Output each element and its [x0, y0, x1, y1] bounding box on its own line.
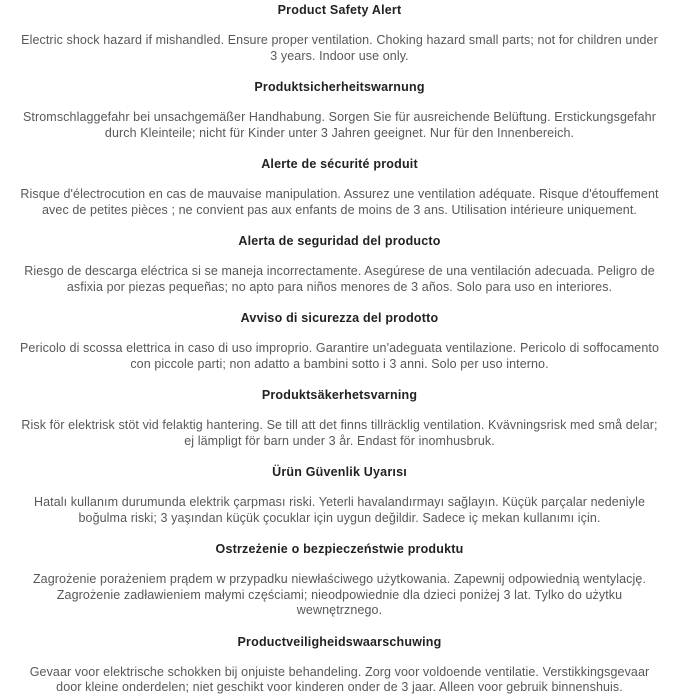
- safety-section: [6, 79, 673, 141]
- safety-section: [6, 634, 673, 696]
- section-body: Electric shock hazard if mishandled. Ensure proper ventilation. Choking hazard small parts; not for children under 3 years. Indoor use only.: [21, 33, 658, 63]
- section-heading: Product Safety Alert: [277, 3, 402, 17]
- safety-section: [6, 541, 673, 619]
- safety-section: [6, 156, 673, 218]
- section-body: Riesgo de descarga eléctrica si se maneja incorrectamente. Asegúrese de una ventilación adecuada. Peligro de asfixia por piezas pequeñas; no apto para niños menores de 3 años. Solo para uso en interiores.: [24, 264, 655, 294]
- section-heading: Avviso di sicurezza del prodotto: [240, 311, 439, 325]
- section-body: Zagrożenie porażeniem prądem w przypadku niewłaściwego użytkowania. Zapewnij odpowiednią wentylację. Zagrożenie zadławieniem małymi częściami; nieodpowiednie dla dzieci poniżej 3 lat. Tylko do użytku wewnętrznego.: [32, 572, 647, 617]
- section-heading: Produktsäkerhetsvarning: [261, 388, 418, 402]
- section-heading: Produktsicherheitswarnung: [254, 80, 425, 94]
- section-body: Risque d'électrocution en cas de mauvaise manipulation. Assurez une ventilation adéquate. Risque d'étouffement avec de petites pièces ; ne convient pas aux enfants de moins de 3 ans. Utilisation intérieure uniquement.: [20, 187, 659, 217]
- safety-section: [6, 233, 673, 295]
- section-heading: Alerte de sécurité produit: [261, 157, 418, 171]
- section-heading: Alerta de seguridad del producto: [238, 234, 441, 248]
- section-body: Gevaar voor elektrische schokken bij onjuiste behandeling. Zorg voor voldoende ventilatie. Verstikkingsgevaar door kleine onderdelen; niet geschikt voor kinderen onder de 3 jaar. Alleen voor gebruik binnenshuis.: [29, 664, 650, 694]
- section-body: Risk för elektrisk stöt vid felaktig hantering. Se till att det finns tillräcklig ventilation. Kvävningsrisk med små delar; ej lämpligt för barn under 3 år. Endast för inomhusbruk.: [21, 418, 658, 448]
- safety-section: [6, 464, 673, 526]
- section-body: Stromschlaggefahr bei unsachgemäßer Handhabung. Sorgen Sie für ausreichende Belüftung. Erstickungsgefahr durch Kleinteile; nicht für Kinder unter 3 Jahren geeignet. Nur für den Innenbereich.: [22, 110, 656, 140]
- section-heading: Productveiligheidswaarschuwing: [237, 634, 442, 649]
- section-body: Hatalı kullanım durumunda elektrik çarpması riski. Yeterli havalandırmayı sağlayın. Küçük parçalar nedeniyle boğulma riski; 3 yaşından küçük çocuklar için uygun değildir. Sadece iç mekan kullanımı için.: [33, 495, 646, 525]
- section-body: Pericolo di scossa elettrica in caso di uso improprio. Garantire un'adeguata ventilazione. Pericolo di soffocamento con piccole parti; non adatto a bambini sotto i 3 anni. Solo per uso interno.: [20, 341, 659, 371]
- safety-section: [6, 310, 673, 372]
- safety-section: [6, 2, 673, 64]
- section-heading: Ostrzeżenie o bezpieczeństwie produktu: [215, 542, 464, 556]
- safety-section: [6, 387, 673, 449]
- section-heading: Ürün Güvenlik Uyarısı: [272, 465, 407, 479]
- safety-sections: [6, 2, 673, 696]
